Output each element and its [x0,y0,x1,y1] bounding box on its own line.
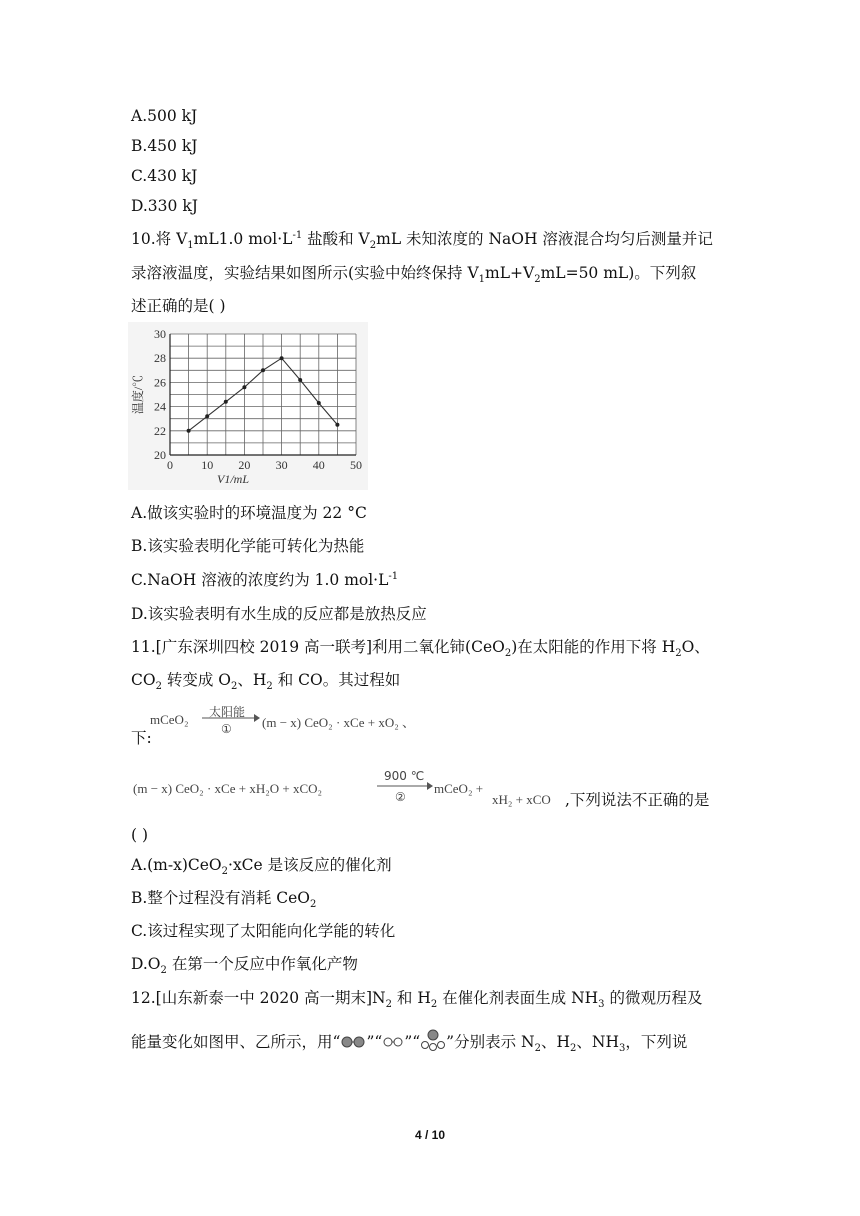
eq2-tail: xH₂ + xCO [492,792,551,807]
q10-option-c: C.NaOH 溶液的浓度约为 1.0 $mol\cdot L^{-1}$ [131,570,399,589]
data-point [242,385,246,389]
q11-option-a: A.(m-x)CeO$_2$·xCe 是该反应的催化剂 [131,856,392,878]
q12-stem-line1: 12.[山东新泰一中 2020 高一期末]$N_2$ 和 $H_2$ 在催化剂表面生成 $NH_3$ 的微观历程及 [131,989,703,1011]
data-point [187,429,191,433]
eq1-arrow-bottom: ① [221,722,232,736]
x-tick-label: 10 [201,458,214,472]
eq2-arrow-top: 900 ℃ [384,769,425,783]
y-tick-label: 20 [154,448,166,462]
h2-molecule-icon [382,1035,404,1049]
q9-option-b: B.450 kJ [131,137,198,155]
q11-stem-line4: ,下列说法不正确的是 [565,791,710,809]
x-tick-label: 20 [238,458,251,472]
q11-option-c: C.该过程实现了太阳能向化学能的转化 [131,922,396,940]
q10-option-b: B.该实验表明化学能可转化为热能 [131,537,365,555]
data-point [317,401,321,405]
q10-option-d: D.该实验表明有水生成的反应都是放热反应 [131,605,427,623]
q11-stem-line5: ( ) [131,826,149,844]
y-tick-label: 30 [154,327,166,341]
q11-option-b: B.整个过程没有消耗 CeO$_2$ [131,889,317,911]
y-tick-label: 28 [154,351,166,366]
y-tick-label: 26 [154,375,166,390]
x-tick-label: 30 [275,458,288,472]
y-tick-label: 24 [154,399,166,414]
data-point [298,378,302,382]
x-tick-label: 40 [312,458,325,472]
q9-option-d: D.330 kJ [131,197,198,215]
y-axis-label: 温度/℃ [131,374,145,415]
q10-option-a: A.做该实验时的环境温度为 22 °C [131,504,367,522]
eq1-left: mCeO₂ [150,712,189,727]
q10-stem-line1: 10.将 $V_1mL1.0$ $mol\cdot L^{-1}$ 盐酸和 $V_2mL$ 未知浓度的 NaOH 溶液混合均匀后测量并记 [131,229,713,252]
q11-stem-line1: 11.[广东深圳四校 2019 高一联考]利用二氧化铈(CeO$_2$)在太阳能的作用下将 $H_2O$、 [131,638,710,660]
q9-option-c: C.430 kJ [131,167,198,185]
q9-option-a: A.500 kJ [131,107,198,125]
data-point [261,368,265,372]
data-point [205,414,209,418]
x-tick-label: 50 [350,458,362,472]
q10-stem-line2: 录溶液温度，实验结果如图所示(实验中始终保持 $V_1mL+V_2mL=50$ mL)。下列叙 [131,264,697,286]
eq1-right: (m − x) CeO₂ · xCe + xO₂ 、 [262,715,415,730]
q11-stem-line3: 下: [131,729,152,747]
eq2-arrow-bottom: ② [395,790,406,804]
eq2-left: (m − x) CeO₂ · xCe + xH₂O + xCO₂ [133,781,323,796]
data-point [335,423,339,427]
temperature-chart [128,322,368,490]
q11-option-d: $D.O_2$ 在第一个反应中作氧化产物 [131,955,358,977]
n2-molecule-icon [340,1035,366,1049]
eq1-arrow-top: 太阳能 [209,705,246,719]
y-tick-label: 22 [154,423,166,438]
data-point [224,400,228,404]
q10-stem-line3: 述正确的是( ) [131,297,226,315]
x-axis-label: V1/mL [216,472,250,486]
eq2-right: mCeO₂ + [434,781,484,796]
page-number: 4 / 10 [414,1128,446,1142]
data-point [280,356,284,360]
q12-stem-line2: 能量变化如图甲、乙所示，用“ ”“ ”“ ”分别表示 $N_2$、$H_2$、$NH_3$，下列说 [131,1029,687,1052]
nh3-molecule-icon [420,1029,446,1051]
q11-stem-line2: $CO_2$ 转变成 $O_2$、$H_2$ 和 CO。其过程如 [131,671,401,693]
x-tick-label: 0 [167,458,173,472]
